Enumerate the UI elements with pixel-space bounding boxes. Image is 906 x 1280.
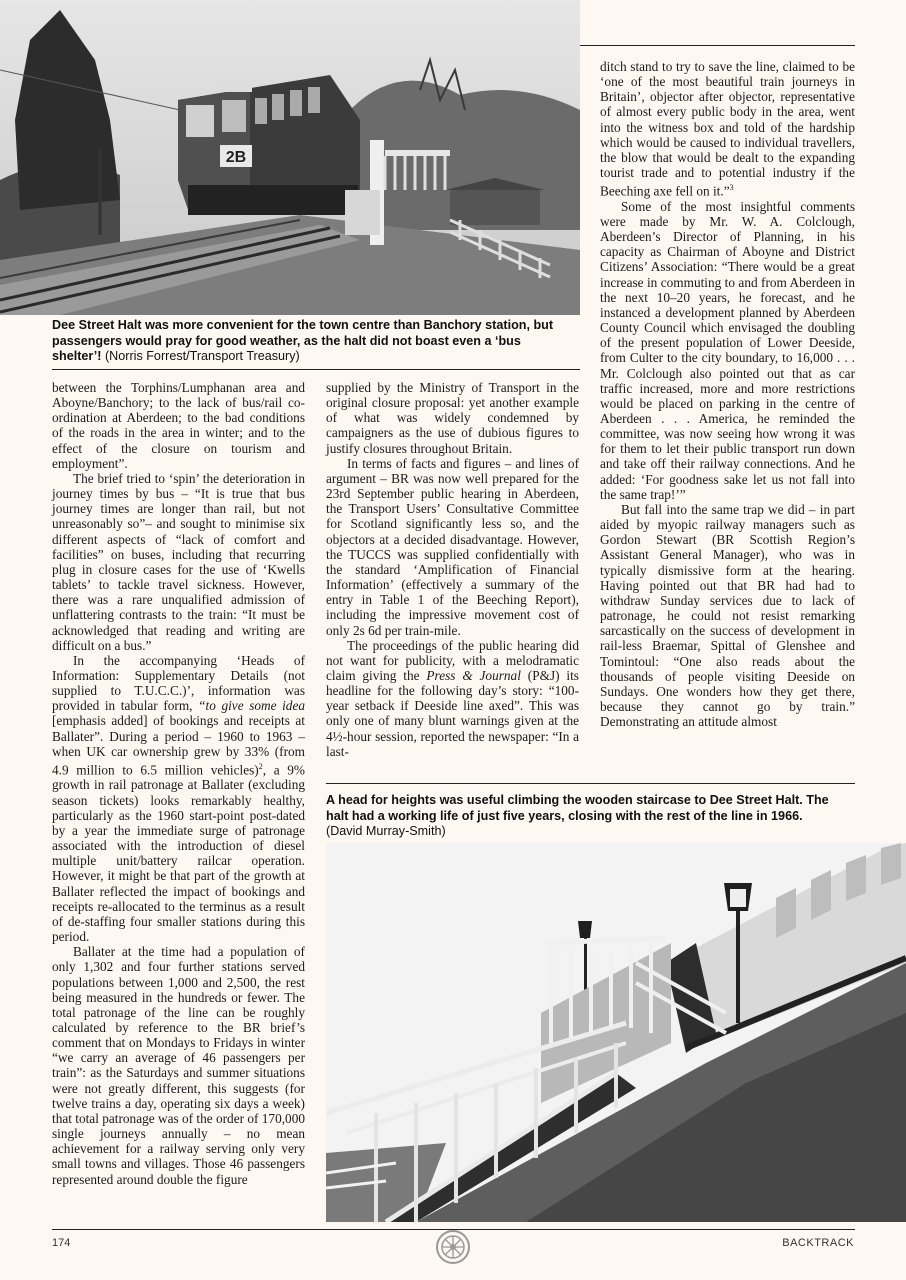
column3-top-rule [580, 45, 855, 46]
paragraph: supplied by the Ministry of Transport in the original closure proposal: yet another example of what was widely condemned by campaigners as the use of dubious figures to justify closures throughout Britain. [326, 380, 579, 456]
text-run: (P&J) its headline for the following day’s story: “100-year setback if Deeside line axed”. This was only one of many blunt warnings given at the 4½-hour session, reported the newspaper: “In a last- [326, 667, 579, 759]
page-number: 174 [52, 1237, 71, 1249]
bottom-caption-rule [326, 783, 855, 784]
paragraph [52, 653, 305, 944]
bottom-caption-text: A head for heights was useful climbing the wooden staircase to Dee Street Halt. The halt had a working life of just five years, closing with the rest of the line in 1966. [326, 793, 829, 823]
paragraph [326, 638, 579, 759]
caption-rule [52, 369, 580, 370]
train-headcode: 2B [225, 149, 247, 166]
publication-title: Press & Journal [426, 667, 521, 683]
paragraph: Ballater at the time had a population of only 1,302 and four further stations served populations between 1,000 and 2,500, the rest being measured in the hundreds or fewer. The total patronage of the line can be roughly calculated by reference to the BR brief’s comment that on Mondays to Fridays in winter “we carry an average of 46 passengers per train”: as the Saturdays and summer situations were not greatly different, this suggests (for twelve trains a day, operating six days a week) that total patronage was of the order of 170,000 single journeys annually – no mean achievement for a railway serving only very small towns and villages. Those 46 passengers represented around double the figure [52, 944, 305, 1187]
text-run: ditch stand to try to save the line, claimed to be ‘one of the most beautiful train journeys in Britain’, objector after objector, representative of almost every public body in the area, went into the witness box and told of the hardship which would be caused to individual travellers, the blow that would be dealt to the expanding tourist trade and to potential industry if the Beeching axe fell on it.” [600, 59, 855, 199]
paragraph: In terms of facts and figures – and lines of argument – BR was now well prepared for the 23rd September public hearing in Aberdeen, the Transport Users’ Consultative Committee for Scotland significantly less so, and the objectors at a decided disadvantage. However, the TUCCS was supplied confidentially with the standard ‘Amplification of Financial Information’ (effectively a summary of the entry in Table 1 of the Beeching Report), including the impressive movement cost of only 2s 6d per train-mile. [326, 455, 579, 638]
text-run: [emphasis added] of bookings and receipts at Ballater”. During a period – 1960 to 1963 – when UK car ownership grew by 33% (from 4.9 million to 6.5 million vehicles) [52, 713, 305, 778]
text-run: , a 9% growth in rail patronage at Ballater (excluding season tickets) looks remarkably healthy, particularly as the 1960 start-point post-dated by a year the immediate surge of patronage associated with the introduction of diesel multiple unit/battery railcar operation. However, it might be that part of the growth at Ballater reflected the impact of bookings and receipts re-allocated to the terminus as a result of de-staffing four smaller stations during this period. [52, 762, 305, 945]
top-photo-dmu-at-halt [0, 0, 580, 315]
text-run: The proceedings of the public hearing did not want for publicity, with a melodramatic claim giving the [326, 637, 579, 683]
paragraph: But fall into the same trap we did – in part aided by myopic railway managers such as Gordon Stewart (BR Scottish Region’s Assistant General Manager), who was in typically dismissive form at the hearing. Having pointed out that BR had had to withdraw Sunday services due to lack of patronage, he could not resist remarking sarcastically on the success of development in rail-less Braemar, Spittal of Glenshee and Tomintoul: “One also reads about the thousands of people visiting Deeside on Sundays. One wonders how they get there, because they cannot go by train.” Demonstrating an attitude almost [600, 501, 855, 730]
bottom-photo-image [326, 843, 906, 1222]
text-run: In the accompanying ‘Heads of Information: Supplementary Details (not supplied to T.U.C.C.)’, information was provided in tabular form, [52, 652, 305, 714]
emphasis-text: “to give some idea [198, 698, 306, 714]
bottom-caption-credit: (David Murray-Smith) [326, 824, 446, 839]
wheel-logo-icon [435, 1229, 471, 1265]
bottom-photo-staircase [326, 843, 906, 1222]
paragraph: The brief tried to ‘spin’ the deterioration in journey times by bus – “It is true that bus journey times are longer than rail, but not unreasonably so”– and sought to minimise six different aspects of “lack of comfort and facilities” on buses, including that recurring plug in closure cases for the use of ‘Kwells tablets’ to tackle travel sickness. However, there was a rare unqualified admission of unflattering contrasts to the train: “It must be acknowledged that reading and writing are difficult on a bus.” [52, 470, 305, 653]
magazine-title: BACKTRACK [782, 1237, 854, 1249]
bottom-photo-caption [326, 793, 838, 840]
paragraph: between the Torphins/Lumphanan area and Aboyne/Banchory; to the lack of bus/rail co-ordination at Aberdeen; to the bad conditions of the roads in the area in winter; and to the effect of the closure on tourism and employment”. [52, 380, 305, 471]
article-column-3 [600, 59, 855, 729]
top-photo-image [0, 0, 580, 315]
top-caption-credit: (Norris Forrest/Transport Treasury) [101, 349, 300, 364]
footnote-ref: 2 [258, 761, 263, 771]
paragraph [600, 59, 855, 199]
top-caption-text: Dee Street Halt was more convenient for the town centre than Banchory station, but passengers would pray for good weather, as the halt did not boast even a ‘bus shelter’! [52, 318, 554, 364]
top-photo-caption [52, 318, 557, 365]
article-column-1 [52, 380, 305, 1187]
paragraph: Some of the most insightful comments were made by Mr. W. A. Colclough, Aberdeen’s Director of Planning, in his capacity as Chairman of Aboyne and District Citizens’ Association: “There would be a great increase in commuting to and from Aberdeen in the next 10–20 years, he forecast, and he instanced a development planned by Aberdeen County Council which envisaged the doubling of the present population of Lower Deeside, from Culter to the city boundary, to 16,000 . . . Mr. Colclough also pointed out that as car traffic increased, more and more restrictions would be placed on parking in the centre of Aberdeen . . . America, he reminded the committee, was now seeing how wrong it was for them to let their public transport run down and take off their railway connections. And he added: ‘For goodness sake let us not fall into the same trap!’” [600, 198, 855, 502]
footnote-ref: 3 [729, 183, 734, 193]
article-column-2 [326, 380, 579, 759]
